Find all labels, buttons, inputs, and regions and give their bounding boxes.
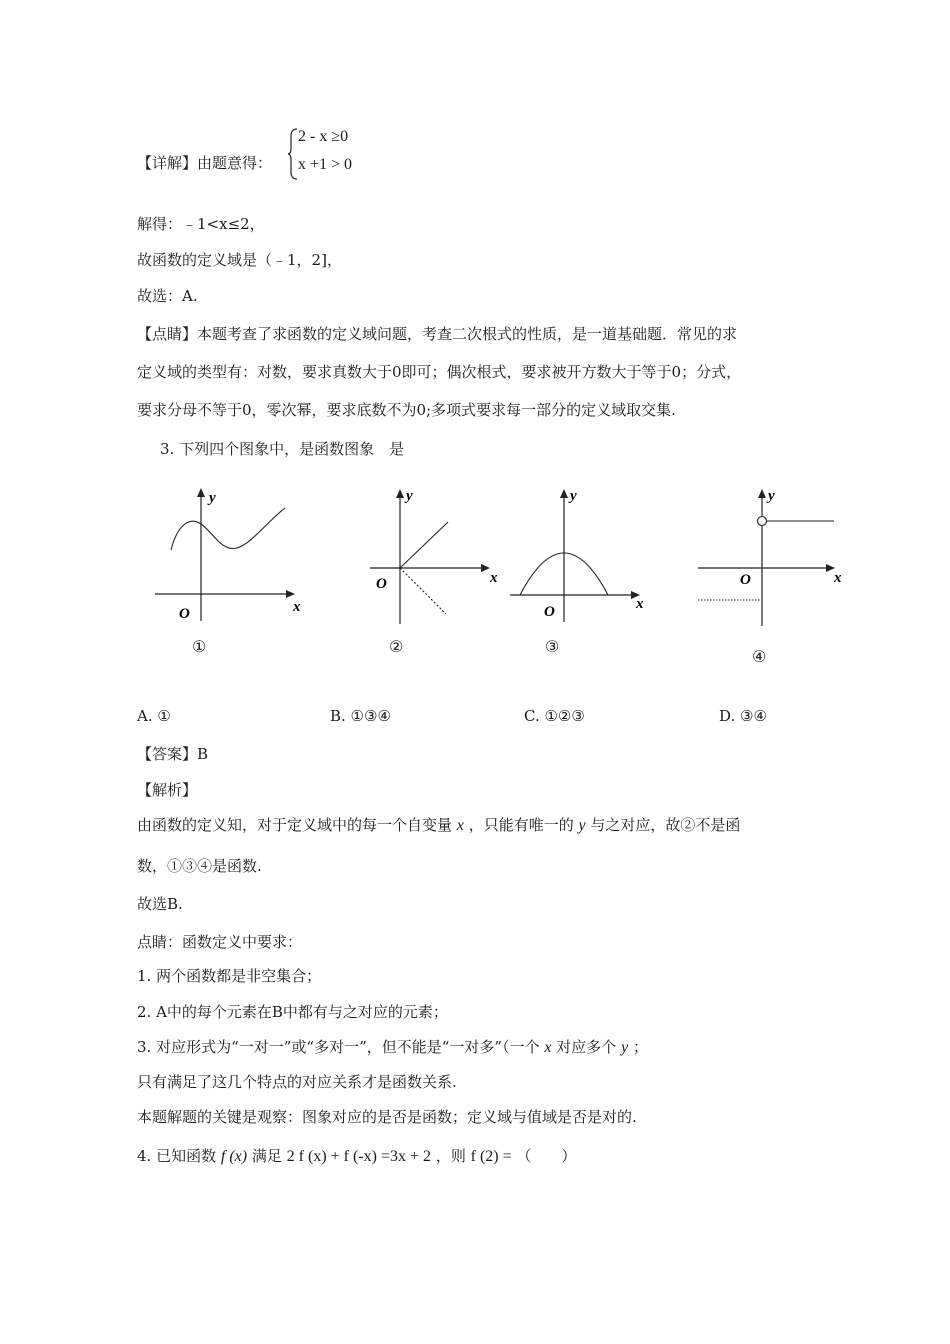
- tip-5: 本题解题的关键是观察：图象对应的是否是函数；定义域与值域是否是对的.: [137, 1108, 637, 1126]
- tip-3-text-c: ；: [632, 1038, 648, 1056]
- analysis-label: 【解析】: [137, 781, 198, 799]
- graph-4: [698, 486, 850, 631]
- note-line-1: 【点睛】本题考查了求函数的定义域问题，考查二次根式的性质，是一道基础题．常见的求: [137, 325, 738, 343]
- x-axis-label: x: [490, 570, 498, 586]
- q4-prefix: 4. 已知函数: [137, 1147, 217, 1165]
- question-3-stem: 3. 下列四个图象中，是函数图象 是: [160, 440, 405, 458]
- note-line-2: 定义域的类型有：对数，要求真数大于0即可；偶次根式，要求被开方数大于等于0；分式，: [137, 363, 742, 381]
- analysis-line-2: 数，①③④是函数.: [137, 857, 262, 875]
- tip-4: 只有满足了这几个特点的对应关系才是函数关系.: [137, 1073, 457, 1091]
- graph-3: [510, 486, 655, 626]
- y-axis-label: y: [570, 488, 577, 504]
- system-equation-1: 2 - x ≥0: [298, 128, 349, 145]
- y-axis-label: y: [768, 488, 775, 504]
- option-b: B. ①③④: [330, 707, 391, 725]
- tip-1: 1. 两个函数都是非空集合；: [137, 967, 322, 985]
- origin-label: O: [376, 576, 387, 592]
- graph-label-2: ②: [389, 637, 404, 656]
- q4-equation: 2 f (x) + f (-x) =3x + 2: [286, 1148, 432, 1165]
- option-d: D. ③④: [719, 707, 767, 725]
- graph-1: [155, 486, 305, 626]
- x-axis-label: x: [834, 570, 842, 586]
- origin-label: O: [179, 606, 190, 622]
- graph-2: [370, 486, 510, 626]
- q4-comma: ，则: [435, 1147, 466, 1165]
- analysis-line-1: [137, 815, 740, 836]
- detail-label: 【详解】由题意得：: [137, 154, 273, 172]
- q4-mid: 满足: [251, 1147, 282, 1165]
- analysis-text-c: 与之对应，故②不是函: [590, 816, 741, 834]
- variable-y: y: [621, 1039, 629, 1056]
- system-equation-2: x +1 > 0: [298, 156, 353, 173]
- graph-label-3: ③: [545, 637, 560, 656]
- analysis-text-b: ，只能有唯一的: [468, 816, 574, 834]
- graph-label-4: ④: [752, 647, 767, 666]
- option-a: A. ①: [137, 707, 171, 725]
- y-axis-label: y: [209, 490, 216, 506]
- tip-3-text-b: 对应多个: [556, 1038, 617, 1056]
- x-axis-label: x: [293, 599, 301, 615]
- question-4: [137, 1146, 576, 1167]
- variable-x: x: [544, 1039, 552, 1056]
- function-fx: f (x): [220, 1148, 248, 1165]
- tip-3: [137, 1037, 648, 1058]
- x-axis-label: x: [636, 596, 644, 612]
- note-line-3: 要求分母不等于0，零次幂，要求底数不为0;多项式要求每一部分的定义域取交集.: [137, 401, 676, 419]
- tip-2: 2. A中的每个元素在B中都有与之对应的元素；: [137, 1003, 448, 1021]
- answer-line: 【答案】B: [137, 745, 209, 763]
- q4-blank: （ ）: [516, 1147, 577, 1165]
- domain-text: 故函数的定义域是（﹣1，2]，: [137, 251, 342, 269]
- q4-f2: f (2) =: [470, 1148, 512, 1165]
- solve-text: 解得：﹣1<x≤2，: [137, 215, 265, 233]
- origin-label: O: [544, 604, 555, 620]
- variable-x: x: [456, 817, 464, 834]
- origin-label: O: [740, 572, 751, 588]
- y-axis-label: y: [406, 488, 413, 504]
- choose-text: 故选：A.: [137, 287, 198, 305]
- analysis-text-a: 由函数的定义知，对于定义域中的每一个自变量: [137, 816, 453, 834]
- analysis-choose: 故选B.: [137, 895, 183, 913]
- variable-y: y: [578, 817, 586, 834]
- graph-label-1: ①: [192, 637, 207, 656]
- tip-3-text-a: 3. 对应形式为“一对一”或“多对一”，但不能是“一对多”（一个: [137, 1038, 540, 1056]
- tip-heading: 点睛：函数定义中要求：: [137, 933, 303, 951]
- option-c: C. ①②③: [524, 707, 585, 725]
